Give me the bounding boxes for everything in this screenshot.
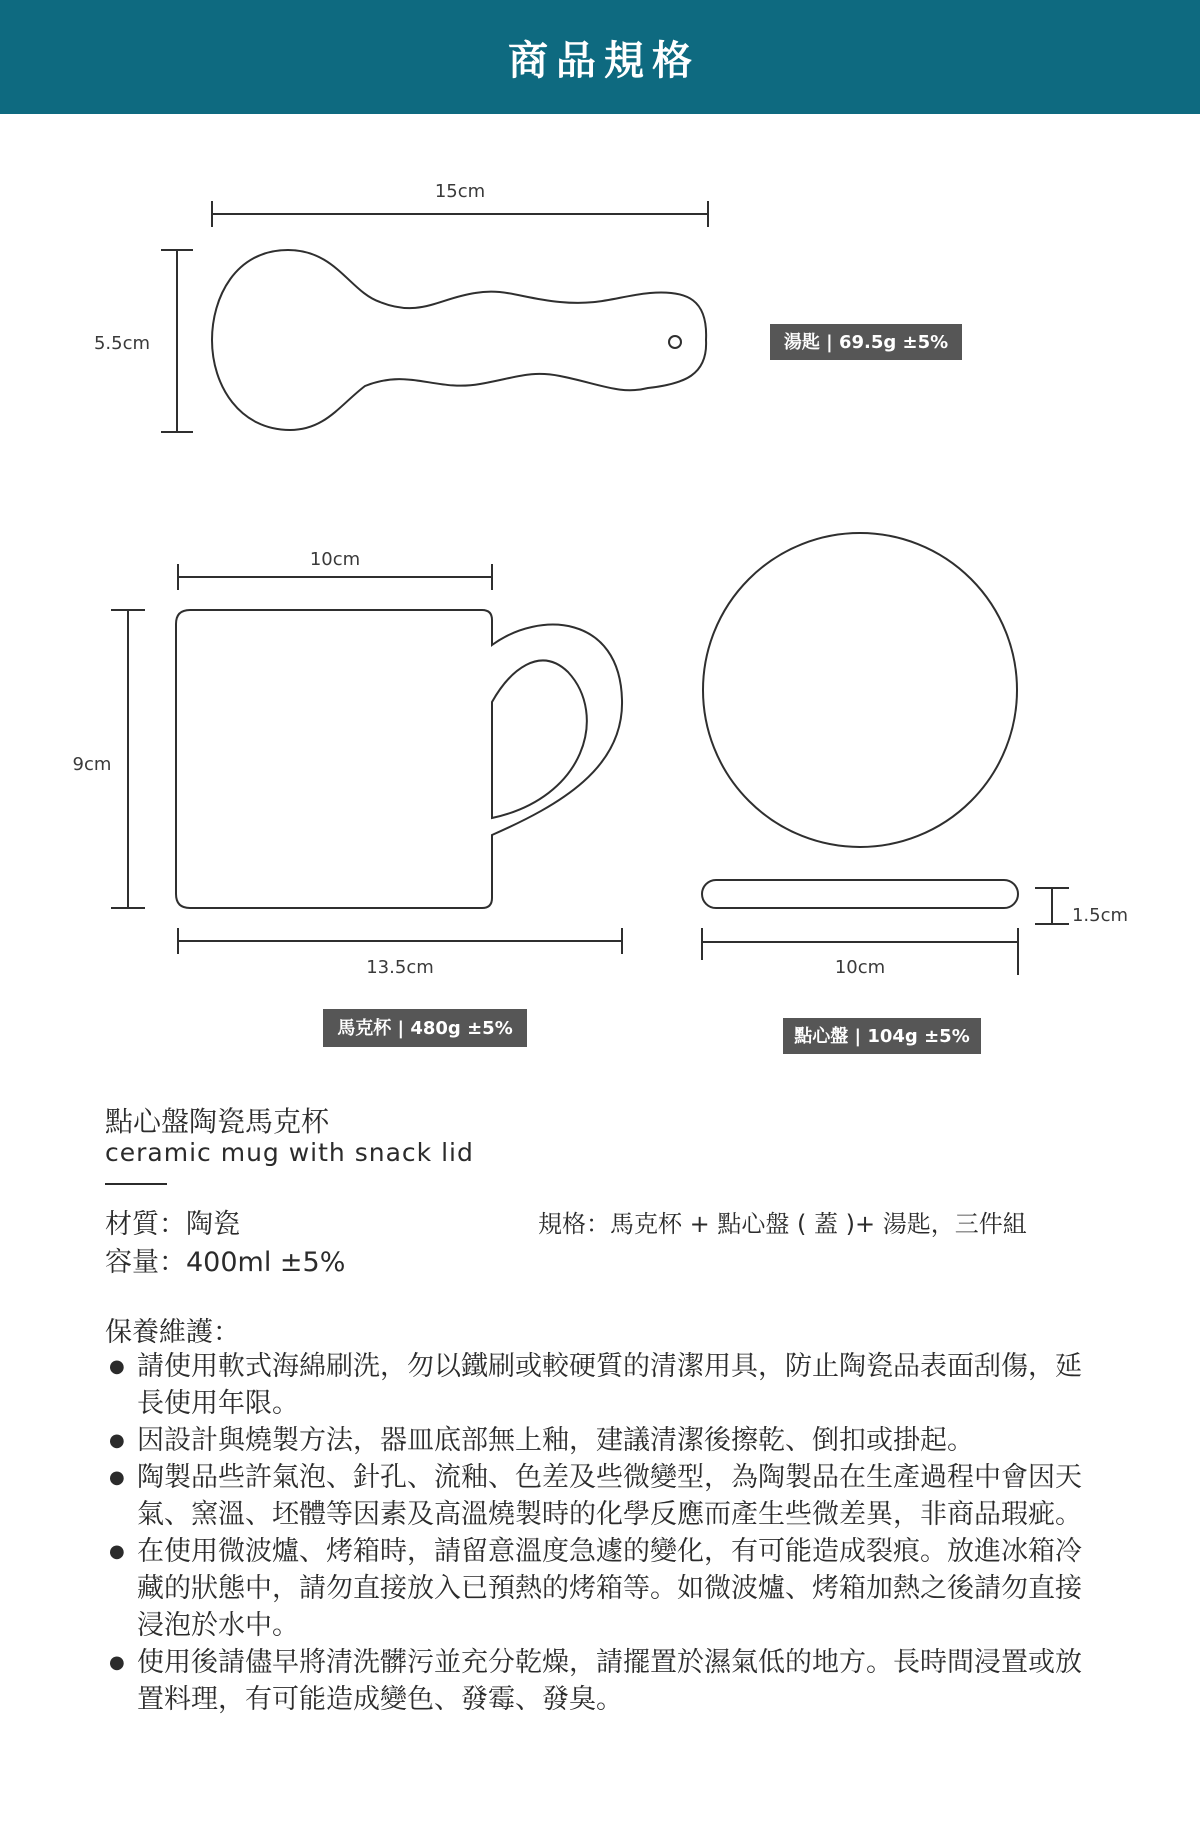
- spoon-weight-tag: 湯匙 | 69.5g ±5%: [783, 332, 949, 353]
- plate-top-view: [703, 533, 1017, 847]
- spoon-width-label: 15cm: [434, 181, 486, 202]
- plate-width-label: 10cm: [834, 957, 886, 978]
- spoon-hole-icon: [669, 336, 681, 348]
- mug-weight-tag: 馬克杯 | 480g ±5%: [337, 1018, 513, 1039]
- page-header: [0, 0, 1200, 114]
- care-item: ● 因設計與燒製方法，器皿底部無上釉，建議清潔後擦乾、倒扣或掛起。: [105, 1422, 1105, 1459]
- mug-handle-inner: [492, 661, 587, 818]
- care-item: ● 在使用微波爐、烤箱時，請留意溫度急遽的變化，有可能造成裂痕。放進冰箱冷藏的狀態中，請勿直接放入已預熱的烤箱等。如微波爐、烤箱加熱之後請勿直接浸泡於水中。: [105, 1533, 1105, 1644]
- mug-bottom-width-label: 13.5cm: [366, 957, 434, 978]
- spoon-outline: [212, 250, 706, 430]
- plate-thickness-label: 1.5cm: [1071, 905, 1129, 926]
- product-name-zh: 點心盤陶瓷馬克杯: [105, 1105, 330, 1138]
- product-dimension-diagram: [0, 114, 1200, 1080]
- mug-top-width-label: 10cm: [309, 549, 361, 570]
- care-item: ● 請使用軟式海綿刷洗，勿以鐵刷或較硬質的清潔用具，防止陶瓷品表面刮傷，延長使用年限。: [105, 1348, 1105, 1422]
- plate-weight-tag: 點心盤 | 104g ±5%: [794, 1026, 970, 1047]
- mug-height-label: 9cm: [72, 754, 112, 775]
- title-divider: [105, 1183, 167, 1185]
- care-heading: 保養維護：: [105, 1317, 240, 1348]
- product-name-en: ceramic mug with snack lid: [105, 1138, 474, 1167]
- page-title: 商品規格: [508, 37, 700, 84]
- spoon-height-label: 5.5cm: [93, 333, 151, 354]
- capacity-line: 容量：400ml ±5%: [105, 1247, 346, 1278]
- mug-outline: [176, 610, 622, 908]
- set-spec-line: 規格：馬克杯 + 點心盤 ( 蓋 )+ 湯匙，三件組: [538, 1210, 1027, 1238]
- plate-side-view: [702, 880, 1018, 908]
- material-line: 材質：陶瓷: [105, 1209, 240, 1240]
- care-item: ● 使用後請儘早將清洗髒污並充分乾燥，請擺置於濕氣低的地方。長時間浸置或放置料理，有可能造成變色、發霉、發臭。: [105, 1644, 1105, 1718]
- care-item: ● 陶製品些許氣泡、針孔、流釉、色差及些微變型，為陶製品在生產過程中會因天氣、窯溫、坯體等因素及高溫燒製時的化學反應而產生些微差異，非商品瑕疵。: [105, 1459, 1105, 1533]
- care-list: [105, 1348, 1105, 1718]
